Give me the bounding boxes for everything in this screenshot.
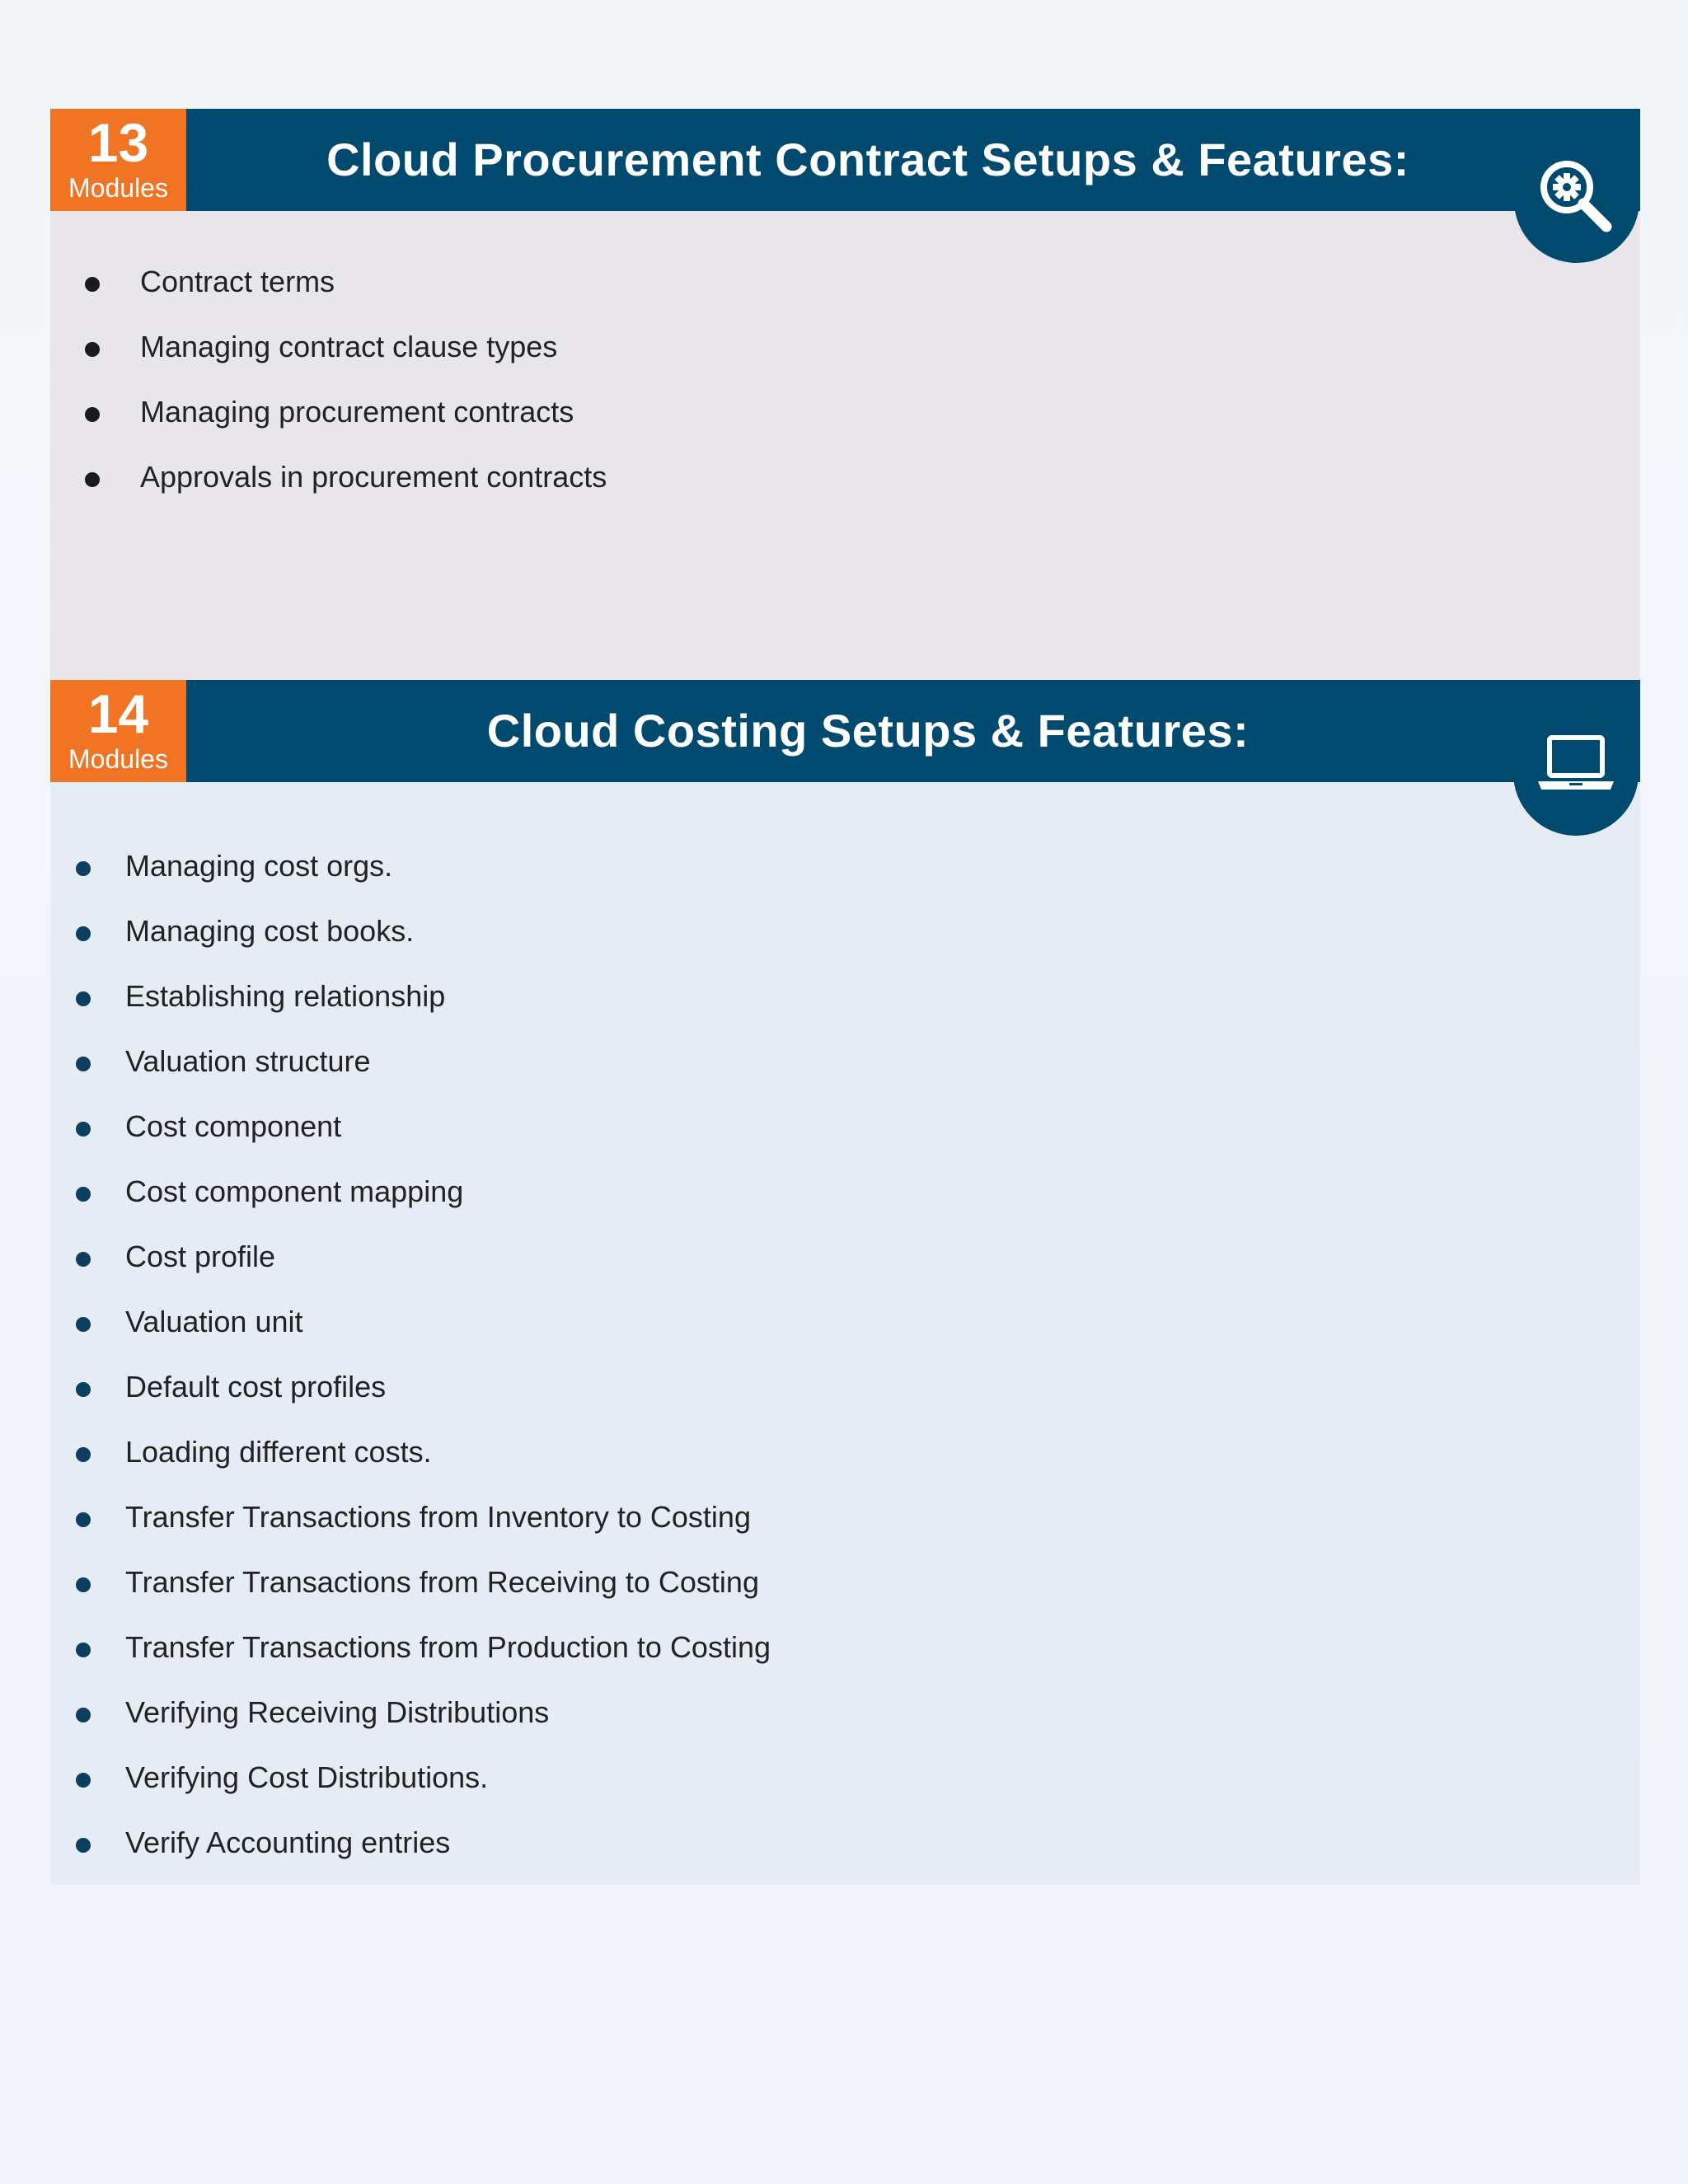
- list-item-text: Valuation structure: [125, 1044, 371, 1078]
- list-item: [50, 1826, 771, 1891]
- bullet-icon: [76, 1317, 91, 1332]
- list-item: [50, 461, 607, 526]
- list-item: [50, 1175, 771, 1240]
- feature-list: [50, 850, 771, 1891]
- feature-list: [50, 265, 607, 526]
- module-13-section: [50, 109, 1640, 680]
- bullet-icon: [76, 1057, 91, 1071]
- list-item: [50, 1696, 771, 1761]
- list-item-text: Verifying Cost Distributions.: [125, 1760, 489, 1794]
- list-item: [50, 1371, 771, 1436]
- bullet-icon: [85, 342, 100, 357]
- list-item: [50, 1436, 771, 1501]
- bullet-icon: [76, 1512, 91, 1527]
- list-item: [50, 915, 771, 980]
- list-item-text: Valuation unit: [125, 1305, 303, 1338]
- list-item-text: Establishing relationship: [125, 979, 446, 1013]
- section-header: [50, 680, 1640, 782]
- list-item-text: Managing procurement contracts: [140, 395, 574, 429]
- list-item-text: Cost component: [125, 1109, 342, 1143]
- bullet-icon: [76, 1187, 91, 1202]
- list-item: [50, 1761, 771, 1826]
- list-item-text: Verify Accounting entries: [125, 1825, 451, 1859]
- list-item: [50, 265, 607, 330]
- bullet-icon: [76, 1382, 91, 1397]
- list-item: [50, 1045, 771, 1110]
- list-item-text: Cost component mapping: [125, 1174, 464, 1208]
- module-label: Modules: [68, 744, 168, 774]
- bullet-icon: [76, 1838, 91, 1853]
- magnifier-gear-icon: [1514, 138, 1639, 263]
- list-item: [50, 980, 771, 1045]
- list-item-text: Cost profile: [125, 1240, 276, 1273]
- module-badge: [50, 109, 186, 211]
- list-item-text: Contract terms: [140, 265, 335, 298]
- module-badge: [50, 680, 186, 782]
- bullet-icon: [76, 1708, 91, 1722]
- section-title: Cloud Costing Setups & Features:: [486, 705, 1250, 757]
- bullet-icon: [76, 1577, 91, 1592]
- bullet-icon: [76, 1643, 91, 1657]
- list-item-text: Verifying Receiving Distributions: [125, 1695, 550, 1729]
- list-item-text: Transfer Transactions from Inventory to Costing: [125, 1500, 751, 1534]
- bullet-icon: [76, 926, 91, 941]
- bullet-icon: [76, 991, 91, 1006]
- module-14-section: [50, 680, 1640, 1885]
- list-item: [50, 1110, 771, 1175]
- bullet-icon: [76, 1252, 91, 1267]
- bullet-icon: [76, 1122, 91, 1137]
- module-label: Modules: [68, 173, 168, 203]
- list-item-text: Default cost profiles: [125, 1370, 387, 1404]
- list-item-text: Transfer Transactions from Production to Costing: [125, 1630, 771, 1664]
- list-item: [50, 850, 771, 915]
- list-item: [50, 330, 607, 396]
- list-item-text: Approvals in procurement contracts: [140, 460, 607, 494]
- module-number: 13: [87, 112, 149, 173]
- list-item: [50, 1240, 771, 1305]
- list-item: [50, 1631, 771, 1696]
- bullet-icon: [85, 407, 100, 422]
- bullet-icon: [76, 861, 91, 876]
- list-item: [50, 1566, 771, 1631]
- laptop-icon: [1513, 710, 1639, 836]
- module-number: 14: [87, 683, 149, 744]
- list-item: [50, 1305, 771, 1371]
- list-item: [50, 1501, 771, 1566]
- list-item-text: Transfer Transactions from Receiving to Costing: [125, 1565, 759, 1599]
- section-title: Cloud Procurement Contract Setups & Features:: [326, 134, 1409, 185]
- bullet-icon: [76, 1447, 91, 1462]
- bullet-icon: [85, 277, 100, 292]
- list-item-text: Loading different costs.: [125, 1435, 432, 1469]
- bullet-icon: [85, 472, 100, 487]
- list-item-text: Managing contract clause types: [140, 330, 558, 363]
- list-item-text: Managing cost orgs.: [125, 849, 393, 883]
- list-item: [50, 396, 607, 461]
- section-header: [50, 109, 1640, 211]
- list-item-text: Managing cost books.: [125, 914, 415, 948]
- bullet-icon: [76, 1773, 91, 1788]
